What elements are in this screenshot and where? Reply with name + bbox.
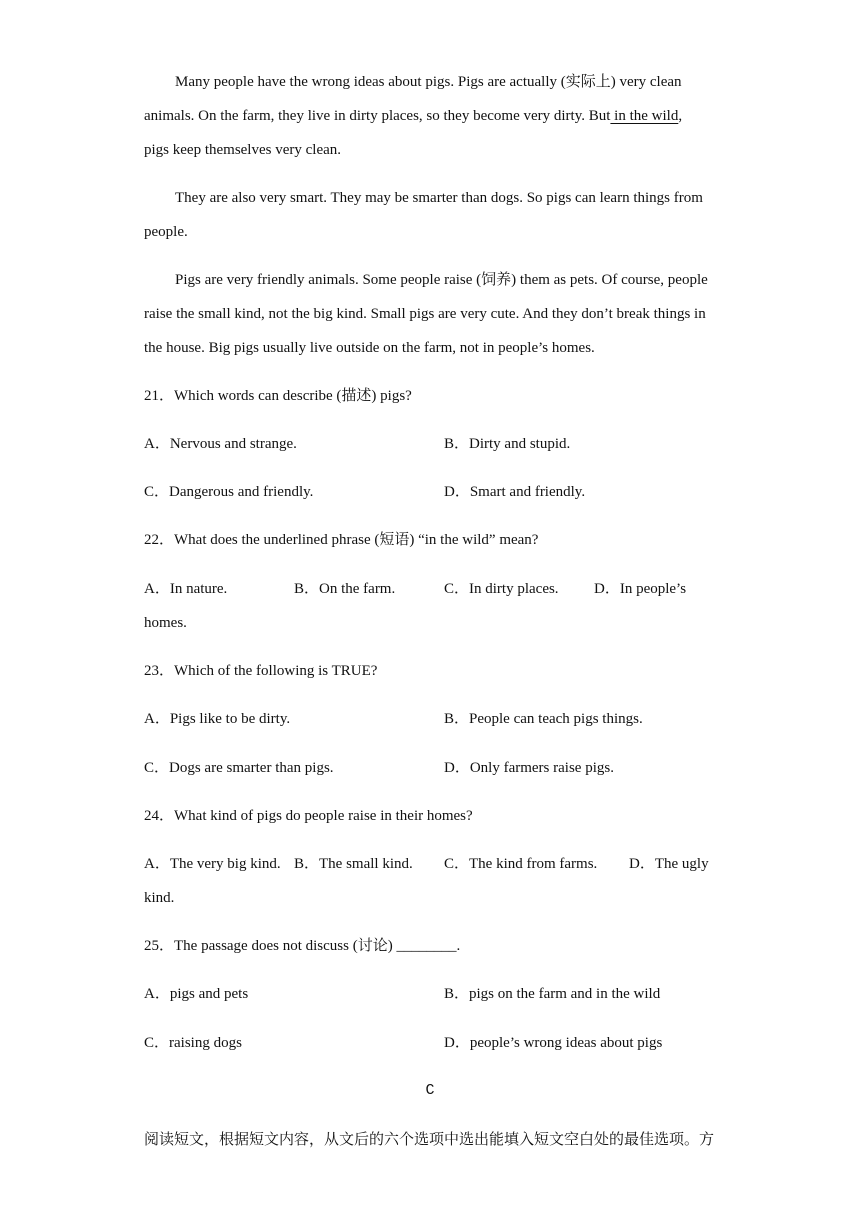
question-22-option-d-continued: homes. xyxy=(144,615,187,631)
question-24-option-c: C．The kind from farms. xyxy=(444,856,598,872)
question-23-option-a: A．Pigs like to be dirty. xyxy=(144,711,291,727)
question-23-stem: 23．Which of the following is TRUE? xyxy=(144,663,378,679)
question-22-option-a: A．In nature. xyxy=(144,581,228,597)
question-25-option-b: B．pigs on the farm and in the wild xyxy=(444,986,661,1002)
question-24-option-d-continued: kind. xyxy=(144,890,175,906)
passage-p3-line1: Pigs are very friendly animals. Some people raise (饲养) them as pets. Of course, people xyxy=(175,272,708,288)
question-24-option-b: B．The small kind. xyxy=(294,856,413,872)
question-25-option-a: A．pigs and pets xyxy=(144,986,249,1002)
question-25-stem: 25．The passage does not discuss (讨论) ________. xyxy=(144,938,461,954)
passage-p2-line2: people. xyxy=(144,224,188,240)
passage-p2-line1: They are also very smart. They may be smarter than dogs. So pigs can learn things from xyxy=(175,190,703,206)
question-22-option-c: C．In dirty places. xyxy=(444,581,559,597)
question-21-option-a: A．Nervous and strange. xyxy=(144,436,297,452)
passage-p1-line2-comma: , xyxy=(678,108,683,124)
question-23-option-c: C．Dogs are smarter than pigs. xyxy=(144,760,334,776)
passage-p3-line2: raise the small kind, not the big kind. Small pigs are very cute. And they don’t break things in xyxy=(144,306,706,322)
passage-p1-line1: Many people have the wrong ideas about pigs. Pigs are actually (实际上) very clean xyxy=(175,74,682,90)
question-22-option-d: D．In people’s xyxy=(594,581,687,597)
question-21-option-b: B．Dirty and stupid. xyxy=(444,436,571,452)
question-24-stem: 24．What kind of pigs do people raise in their homes? xyxy=(144,808,473,824)
question-23-option-b: B．People can teach pigs things. xyxy=(444,711,643,727)
section-heading: C xyxy=(425,1082,435,1099)
passage-p3-line3: the house. Big pigs usually live outside on the farm, not in people’s homes. xyxy=(144,340,595,356)
section-instruction: 阅读短文，根据短文内容，从文后的六个选项中选出能填入短文空白处的最佳选项。方 xyxy=(144,1130,715,1148)
question-21-stem: 21．Which words can describe (描述) pigs? xyxy=(144,388,412,404)
question-22-stem: 22．What does the underlined phrase (短语) “in the wild” mean? xyxy=(144,532,539,548)
passage-p1-line2 xyxy=(144,106,682,126)
passage-p1-line3: pigs keep themselves very clean. xyxy=(144,142,342,158)
passage-p1-line2-text: animals. On the farm, they live in dirty places, so they become very dirty. But xyxy=(144,108,611,124)
question-25-option-c: C．raising dogs xyxy=(144,1035,242,1051)
question-25-option-d: D．people’s wrong ideas about pigs xyxy=(444,1035,663,1051)
question-21-option-d: D．Smart and friendly. xyxy=(444,484,586,500)
question-24-option-d: D．The ugly xyxy=(629,856,709,872)
underlined-phrase: in the wild xyxy=(610,108,679,124)
question-23-option-d: D．Only farmers raise pigs. xyxy=(444,760,614,776)
question-22-option-b: B．On the farm. xyxy=(294,581,396,597)
question-24-option-a: A．The very big kind. xyxy=(144,856,281,872)
question-21-option-c: C．Dangerous and friendly. xyxy=(144,484,314,500)
